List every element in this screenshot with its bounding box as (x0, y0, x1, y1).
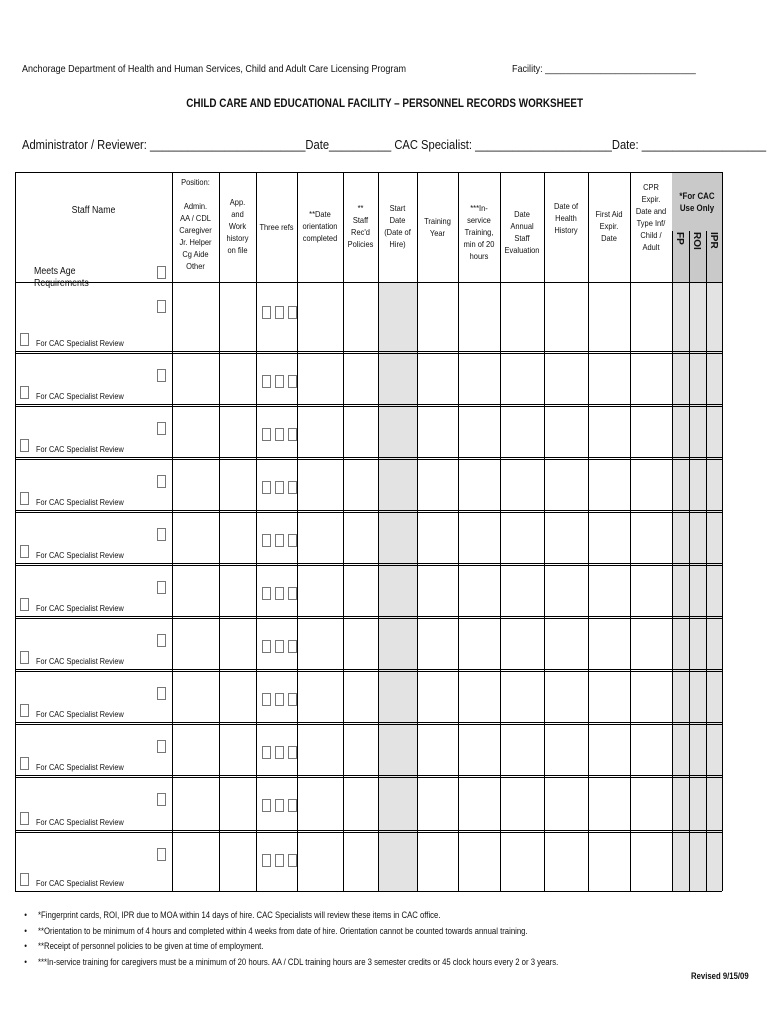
column-divider (722, 172, 723, 891)
cac-use-only-header: *For CAC Use Only (679, 191, 715, 213)
row-age-checkbox[interactable] (157, 687, 166, 700)
cac-review-label: For CAC Specialist Review (36, 338, 124, 348)
cac-review-checkbox[interactable] (20, 757, 29, 770)
position-header: Position: Admin. AA / CDL Caregiver Jr. Helper Cg Aide Other (179, 177, 212, 271)
three-refs-header: Three refs (259, 222, 294, 232)
health-history-header: Date of Health History (553, 201, 579, 235)
cac-sub-header-ipr: IPR (708, 232, 719, 249)
row-divider-double (15, 777, 722, 778)
start-date-header: Start Date (Date of Hire) (384, 203, 411, 249)
ref-checkbox[interactable] (262, 799, 271, 812)
row-age-checkbox[interactable] (157, 475, 166, 488)
row-age-checkbox[interactable] (157, 793, 166, 806)
ref-checkbox[interactable] (262, 854, 271, 867)
column-divider (15, 172, 16, 891)
row-age-checkbox[interactable] (157, 581, 166, 594)
row-divider-double (15, 459, 722, 460)
footnote: • ***In-service training for caregivers must be a minimum of 20 hours. AA / CDL training hours are 3 semester credits or 45 clock hours every 2 or 3 years. (38, 955, 558, 971)
column-divider (672, 231, 673, 891)
revision-date: Revised 9/15/09 (691, 971, 749, 981)
start-date-column-shade (378, 282, 417, 891)
ref-checkbox[interactable] (275, 693, 284, 706)
column-divider (544, 172, 545, 891)
cac-review-checkbox[interactable] (20, 812, 29, 825)
row-divider-double (15, 671, 722, 672)
row-divider (15, 616, 722, 617)
ref-checkbox[interactable] (288, 375, 297, 388)
ref-checkbox[interactable] (288, 799, 297, 812)
column-divider (630, 172, 631, 891)
footnote: • **Receipt of personnel policies to be given at time of employment. (38, 939, 558, 955)
column-divider (343, 172, 344, 891)
cac-use-header-shade (672, 172, 722, 282)
cac-review-checkbox[interactable] (20, 545, 29, 558)
cac-review-checkbox[interactable] (20, 651, 29, 664)
cac-review-checkbox[interactable] (20, 386, 29, 399)
ref-checkbox[interactable] (275, 746, 284, 759)
cac-review-checkbox[interactable] (20, 704, 29, 717)
cac-review-label: For CAC Specialist Review (36, 603, 124, 613)
bullet-icon: • (24, 956, 27, 967)
cac-review-label: For CAC Specialist Review (36, 444, 124, 454)
ref-checkbox[interactable] (275, 587, 284, 600)
footnote: • *Fingerprint cards, ROI, IPR due to MOA within 14 days of hire. CAC Specialists will review these items in CAC office. (38, 908, 558, 924)
row-divider (15, 563, 722, 564)
ref-checkbox[interactable] (262, 306, 271, 319)
bullet-icon: • (24, 941, 27, 951)
staff-name-header: Staff Name (71, 205, 116, 216)
ref-checkbox[interactable] (275, 428, 284, 441)
bullet-icon: • (24, 910, 27, 920)
row-age-checkbox[interactable] (157, 634, 166, 647)
footnote: • **Orientation to be minimum of 4 hours and completed within 4 weeks from date of hire. Orientation cannot be counted towards annual training. (38, 924, 558, 940)
column-divider (378, 172, 379, 891)
facility-field[interactable]: Facility: ______________________________ (512, 63, 696, 75)
ref-checkbox[interactable] (288, 481, 297, 494)
row-age-checkbox[interactable] (157, 848, 166, 861)
ref-checkbox[interactable] (262, 746, 271, 759)
cac-review-checkbox[interactable] (20, 439, 29, 452)
bullet-icon: • (24, 925, 27, 936)
row-divider (15, 404, 722, 405)
row-age-checkbox[interactable] (157, 369, 166, 382)
column-divider (256, 172, 257, 891)
ref-checkbox[interactable] (262, 693, 271, 706)
row-age-checkbox[interactable] (157, 422, 166, 435)
app-work-history-header: App. and Work history on file (226, 197, 249, 255)
ref-checkbox[interactable] (275, 534, 284, 547)
page-title: CHILD CARE AND EDUCATIONAL FACILITY – PERSONNEL RECORDS WORKSHEET (186, 98, 584, 110)
cac-review-label: For CAC Specialist Review (36, 550, 124, 560)
row-divider-double (15, 832, 722, 833)
column-divider (500, 172, 501, 891)
column-divider (172, 172, 173, 891)
table-top-border (15, 172, 722, 173)
first-aid-header: First Aid Expir. Date (595, 209, 623, 243)
ref-checkbox[interactable] (262, 428, 271, 441)
cac-review-checkbox[interactable] (20, 598, 29, 611)
cac-review-label: For CAC Specialist Review (36, 656, 124, 666)
ref-checkbox[interactable] (262, 481, 271, 494)
cac-review-label: For CAC Specialist Review (36, 878, 124, 888)
ref-checkbox[interactable] (288, 534, 297, 547)
annual-evaluation-header: Date Annual Staff Evaluation (504, 209, 540, 255)
ref-checkbox[interactable] (288, 587, 297, 600)
training-year-header: Training Year (424, 216, 451, 238)
ref-checkbox[interactable] (275, 640, 284, 653)
cac-review-checkbox[interactable] (20, 873, 29, 886)
cac-review-label: For CAC Specialist Review (36, 817, 124, 827)
agency-heading: Anchorage Department of Health and Human Services, Child and Adult Care Licensing Program (22, 63, 406, 75)
cac-review-label: For CAC Specialist Review (36, 391, 124, 401)
column-divider (706, 231, 707, 891)
ref-checkbox[interactable] (262, 587, 271, 600)
row-divider (15, 669, 722, 670)
row-divider-double (15, 512, 722, 513)
ref-checkbox[interactable] (288, 640, 297, 653)
cac-review-checkbox[interactable] (20, 333, 29, 346)
ref-checkbox[interactable] (275, 481, 284, 494)
reviewer-signature-line[interactable]: Administrator / Reviewer: _________________________Date__________ CAC Specialist: ______________________Date: ____________________ (22, 137, 767, 152)
row-divider-double (15, 565, 722, 566)
column-divider (219, 172, 220, 891)
row-divider (15, 775, 722, 776)
row-age-checkbox[interactable] (157, 300, 166, 313)
footnotes (24, 908, 643, 970)
ref-checkbox[interactable] (288, 854, 297, 867)
orientation-header: **Date orientation completed (302, 209, 338, 243)
ref-checkbox[interactable] (275, 375, 284, 388)
row-age-checkbox[interactable] (157, 740, 166, 753)
row-age-checkbox[interactable] (157, 528, 166, 541)
cac-use-column-shade (672, 282, 722, 891)
row-divider (15, 830, 722, 831)
column-divider (297, 172, 298, 891)
ref-checkbox[interactable] (288, 428, 297, 441)
ref-checkbox[interactable] (275, 306, 284, 319)
meets-age-label: Meets Age Requirements (34, 266, 89, 289)
meets-age-checkbox[interactable] (157, 266, 166, 279)
column-divider (689, 231, 690, 891)
ref-checkbox[interactable] (288, 746, 297, 759)
ref-checkbox[interactable] (262, 640, 271, 653)
row-divider (15, 457, 722, 458)
row-divider (15, 510, 722, 511)
ref-checkbox[interactable] (262, 534, 271, 547)
ref-checkbox[interactable] (288, 306, 297, 319)
cac-review-label: For CAC Specialist Review (36, 762, 124, 772)
row-divider (15, 891, 722, 892)
cpr-header: CPR Expir. Date and Type Inf/ Child / Adult (635, 182, 667, 252)
cac-sub-header-roi: ROI (691, 232, 702, 250)
row-divider-double (15, 724, 722, 725)
ref-checkbox[interactable] (275, 799, 284, 812)
column-divider (588, 172, 589, 891)
column-divider (458, 172, 459, 891)
cac-review-checkbox[interactable] (20, 492, 29, 505)
inservice-training-header: ***In- service Training, min of 20 hours (463, 203, 495, 261)
cac-sub-header-fp: FP (674, 232, 685, 245)
ref-checkbox[interactable] (262, 375, 271, 388)
row-divider-double (15, 618, 722, 619)
row-divider (15, 722, 722, 723)
row-divider-double (15, 353, 722, 354)
ref-checkbox[interactable] (288, 693, 297, 706)
cac-review-label: For CAC Specialist Review (36, 497, 124, 507)
column-divider (417, 172, 418, 891)
row-divider (15, 351, 722, 352)
cac-review-label: For CAC Specialist Review (36, 709, 124, 719)
ref-checkbox[interactable] (275, 854, 284, 867)
row-divider-double (15, 406, 722, 407)
policies-received-header: ** Staff Rec'd Policies (347, 203, 374, 249)
